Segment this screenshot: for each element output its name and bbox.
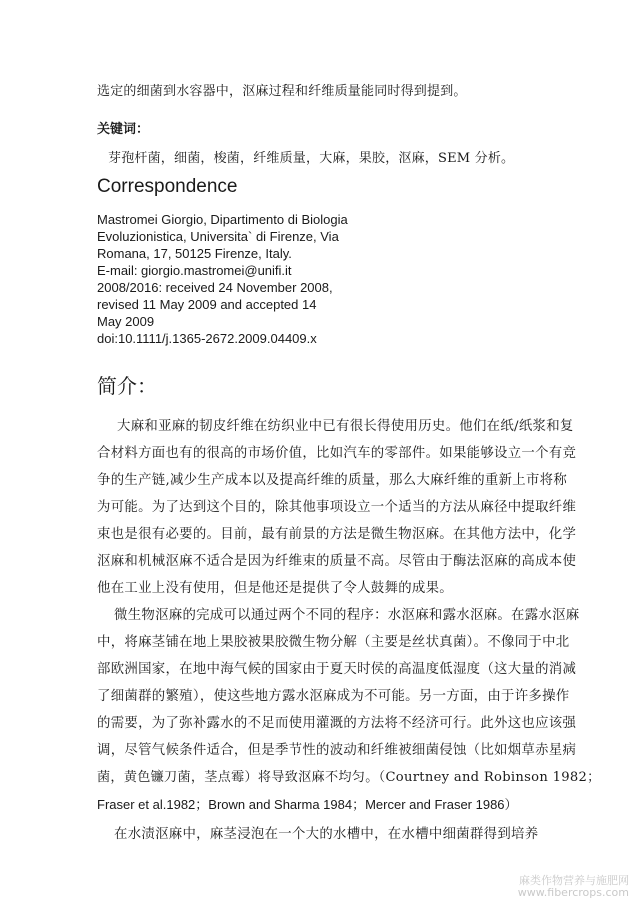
paragraph-line: 大麻和亚麻的韧皮纤维在纺织业中已有很长得使用历史。他们在纸/纸浆和复 bbox=[117, 419, 574, 434]
watermark-title: 麻类作物营养与施肥网 bbox=[519, 874, 629, 887]
paragraph-line: 束也是很有必要的。目前，最有前景的方法是微生物沤麻。在其他方法中，化学 bbox=[97, 527, 577, 542]
watermark-url: www.fibercrops.com bbox=[517, 886, 629, 899]
keywords-heading: 关键词： bbox=[97, 122, 150, 137]
correspondence-line: revised 11 May 2009 and accepted 14 bbox=[97, 297, 317, 312]
correspondence-email: E-mail: giorgio.mastromei@unifi.it bbox=[97, 263, 292, 278]
intro-title: 简介： bbox=[97, 374, 157, 398]
correspondence-line: 2008/2016: received 24 November 2008, bbox=[97, 280, 333, 295]
paragraph-line: 了细菌群的繁殖），使这些地方露水沤麻成为不可能。另一方面，由于许多操作 bbox=[97, 689, 570, 704]
correspondence-line: Evoluzionistica, Universita` di Firenze, Via bbox=[97, 229, 339, 244]
paragraph-line: 部欧洲国家，在地中海气候的国家由于夏天时侯的高温度低湿度（这大量的消减 bbox=[97, 662, 577, 677]
paragraph-line: 的需要，为了弥补露水的不足而使用灌溉的方法将不经济可行。此外这也应该强 bbox=[97, 716, 577, 731]
correspondence-line: Romana, 17, 50125 Firenze, Italy. bbox=[97, 246, 292, 261]
keywords-text: 芽孢杆菌，细菌，梭菌，纤维质量，大麻，果胶，沤麻，SEM 分析。 bbox=[108, 151, 515, 166]
correspondence-doi: doi:10.1111/j.1365-2672.2009.04409.x bbox=[97, 331, 317, 346]
correspondence-line: May 2009 bbox=[97, 314, 155, 329]
paragraph-line: 争的生产链,减少生产成本以及提高纤维的质量，那么大麻纤维的重新上市将称 bbox=[97, 473, 568, 488]
paragraph-line: 菌，黄色镰刀菌，茎点霉）将导致沤麻不均匀。（Courtney and Robinson 1982； bbox=[97, 770, 601, 785]
paragraph-references: Fraser et al.1982；Brown and Sharma 1984；Mercer and Fraser 1986） bbox=[97, 797, 518, 812]
paragraph-line: 沤麻和机械沤麻不适合是因为纤维束的质量不高。尽管由于酶法沤麻的高成本使 bbox=[97, 554, 577, 569]
paragraph-line: 中，将麻茎铺在地上果胶被果胶微生物分解（主要是丝状真菌）。不像同于中北 bbox=[97, 635, 570, 650]
paragraph-line: 他在工业上没有使用，但是他还是提供了令人鼓舞的成果。 bbox=[97, 581, 453, 596]
paragraph-line: 为可能。为了达到这个目的，除其他事项设立一个适当的方法从麻径中提取纤维 bbox=[97, 500, 577, 515]
site-watermark bbox=[518, 875, 629, 899]
correspondence-title: Correspondence bbox=[97, 176, 238, 197]
paragraph-line: 合材料方面也有的很高的市场价值，比如汽车的零部件。如果能够设立一个有竞 bbox=[97, 446, 577, 461]
paragraph-line: 在水渍沤麻中，麻茎浸泡在一个大的水槽中，在水槽中细菌群得到培养 bbox=[114, 827, 539, 842]
paragraph-line: 调，尽管气候条件适合，但是季节性的波动和纤维被细菌侵蚀（比如烟草赤星病 bbox=[97, 743, 577, 758]
top-line: 选定的细菌到水容器中，沤麻过程和纤维质量能同时得到提到。 bbox=[97, 84, 467, 99]
paragraph-line: 微生物沤麻的完成可以通过两个不同的程序：水沤麻和露水沤麻。在露水沤麻 bbox=[114, 608, 580, 623]
correspondence-line: Mastromei Giorgio, Dipartimento di Biologia bbox=[97, 212, 348, 227]
